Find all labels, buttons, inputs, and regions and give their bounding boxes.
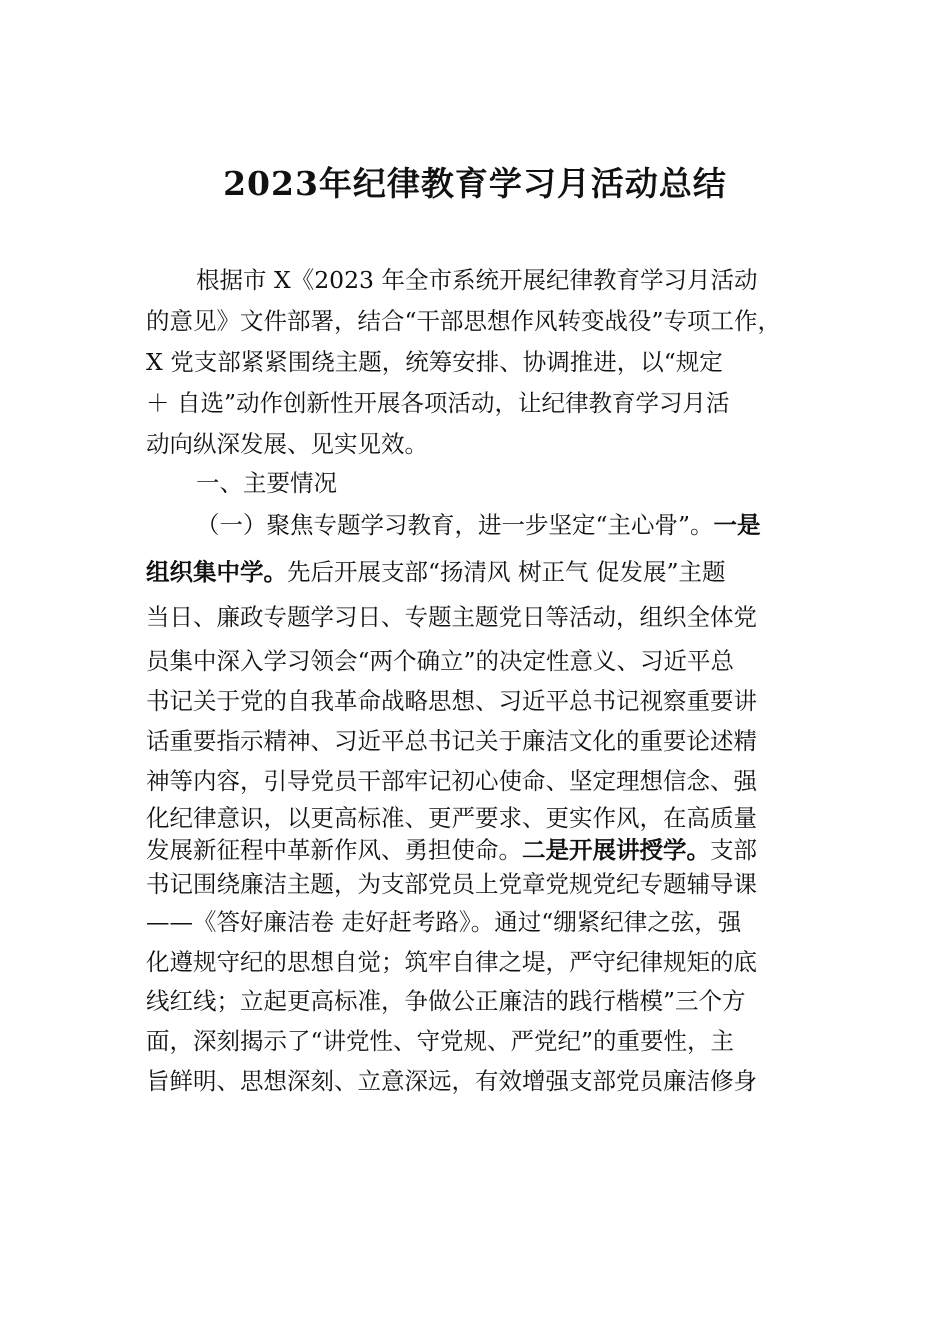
paragraph-line: 神等内容，引导党员干部牢记初心使命、坚定理想信念、强 [146,767,757,795]
paragraph-line: 线红线；立起更高标准，争做公正廉洁的践行楷模”三个方 [146,987,746,1015]
paragraph-line: 面，深刻揭示了“讲党性、守党规、严党纪”的重要性，主 [146,1027,735,1055]
bold-lead-first: 一是 [713,511,761,539]
paragraph-line: 动向纵深发展、见实见效。 [146,430,428,458]
paragraph-line [146,555,725,589]
paragraph-line: 根据市 X《2023 年全市系统开展纪律教育学习月活动 [196,266,758,294]
paragraph-line: 话重要指示精神、习近平总书记关于廉洁文化的重要论述精 [146,727,757,755]
subsection-heading: （一）聚焦专题学习教育，进一步坚定“主心骨”。 [196,511,714,539]
paragraph-text: 先后开展支部“扬清风 树正气 促发展”主题 [287,558,726,586]
bold-lead-organize: 组织集中学。 [146,558,287,586]
paragraph-text: 发展新征程中革新作风、勇担使命。 [146,836,522,864]
document-title: 2023年纪律教育学习月活动总结 [223,164,727,203]
paragraph-line: 书记关于党的自我革命战略思想、习近平总书记视察重要讲 [146,687,757,715]
paragraph-line: 员集中深入学习领会“两个确立”的决定性意义、习近平总 [146,647,735,675]
paragraph-line [146,833,757,867]
subsection-line [196,508,761,542]
paragraph-line: 当日、廉政专题学习日、专题主题党日等活动，组织全体党 [146,603,757,631]
paragraph-line: 的意见》文件部署，结合“干部思想作风转变战役”专项工作， [146,307,782,335]
paragraph-line: 旨鲜明、思想深刻、立意深远，有效增强支部党员廉洁修身 [146,1067,757,1095]
paragraph-line: ＋ 自选”动作创新性开展各项活动，让纪律教育学习月活 [146,389,730,417]
paragraph-line: 化遵规守纪的思想自觉；筑牢自律之堤，严守纪律规矩的底 [146,948,757,976]
paragraph-line: 化纪律意识，以更高标准、更严要求、更实作风，在高质量 [146,804,757,832]
paragraph-line: ——《答好廉洁卷 走好赶考路》。通过“绷紧纪律之弦，强 [146,908,742,936]
paragraph-text: 支部 [710,836,757,864]
section-heading: 一、主要情况 [196,469,337,497]
paragraph-line: X 党支部紧紧围绕主题，统筹安排、协调推进，以“规定 [146,348,723,376]
bold-lead-second: 二是开展讲授学。 [522,836,710,864]
paragraph-line: 书记围绕廉洁主题，为支部党员上党章党规党纪专题辅导课 [146,870,757,898]
